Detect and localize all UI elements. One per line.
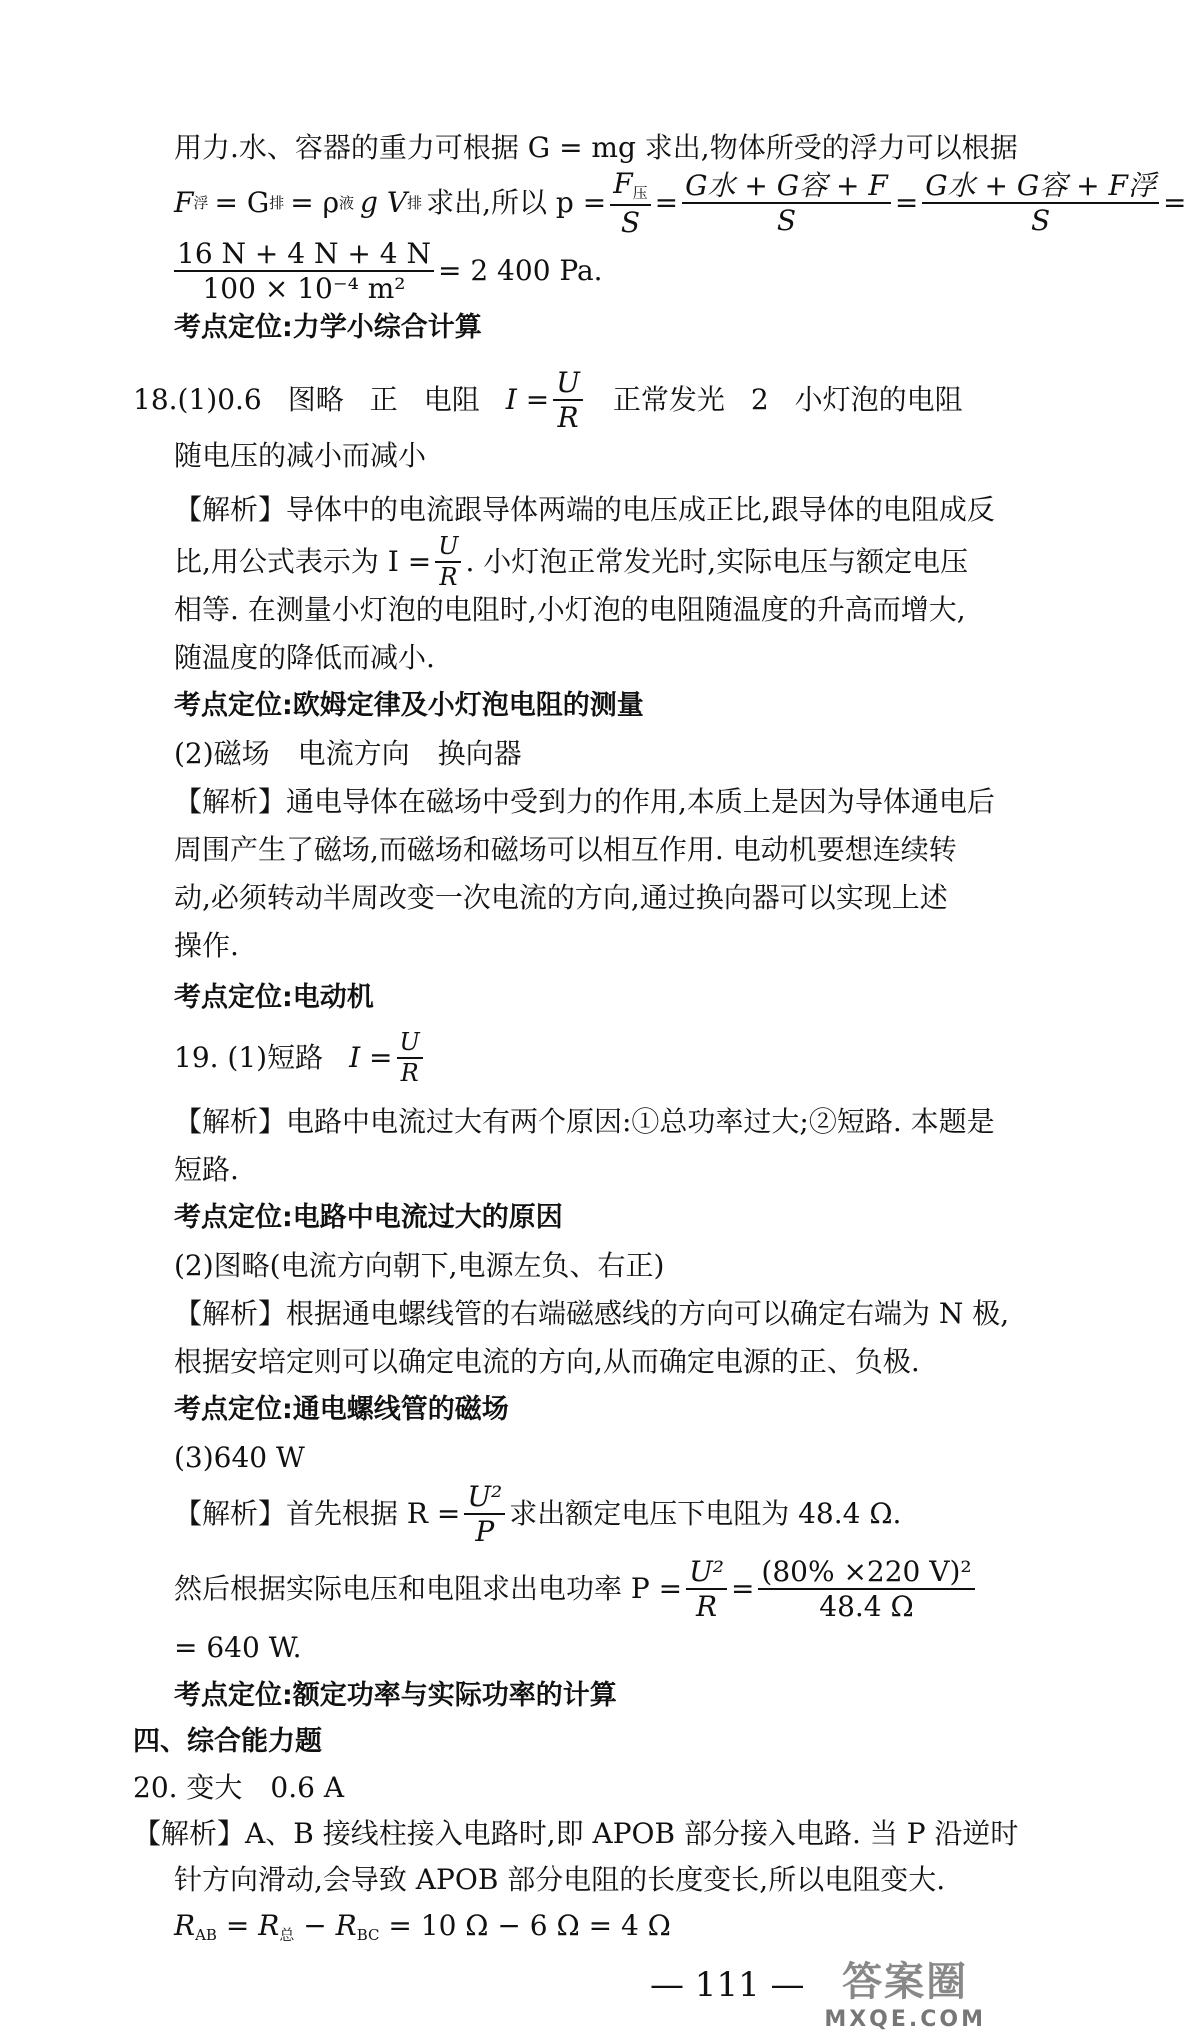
formula-tail: = 10 Ω − 6 Ω = 4 Ω (388, 1909, 671, 1942)
q18-frac-num: U (553, 368, 583, 401)
inline-frac-num: U (435, 534, 461, 563)
q18-jiexi2-line2: 周围产生了磁场,而磁场和磁场可以相互作用. 电动机要想连续转 (174, 833, 957, 866)
text-mid: 求出,所以 p = (426, 186, 607, 219)
q17-line1: 用力.水、容器的重力可根据 G = mg 求出,物体所受的浮力可以根据 (174, 131, 1018, 164)
watermark-site: MXQE.COM (824, 2007, 986, 2032)
q20-answer: 20. 变大 0.6 A (133, 1771, 345, 1804)
q18-number: 18. (133, 383, 178, 416)
q19-jiexi2-line1: 【解析】根据通电螺线管的右端磁感线的方向可以确定右端为 N 极, (174, 1297, 1010, 1330)
q18-jiexi1-line2 (174, 531, 969, 591)
kaodian-q17: 考点定位:力学小综合计算 (174, 312, 482, 343)
q18-answer-8: 小灯泡的电阻 (794, 383, 963, 416)
q19-part2: (2)图略(电流方向朝下,电源左负、右正) (174, 1249, 665, 1282)
q19-ohm-fraction (397, 1027, 423, 1087)
g-v: g V (360, 186, 408, 219)
watermark-logo: 答案圈 (842, 1959, 969, 2005)
inline-frac-den: R (439, 563, 458, 591)
q20-jiexi-line1: 【解析】A、B 接线柱接入电路时,即 APOB 部分接入电路. 当 P 沿逆时 (133, 1817, 1019, 1850)
q18-jiexi1-line1: 【解析】导体中的电流跟导体两端的电压成正比,跟导体的电阻成反 (174, 493, 995, 526)
q18-ohm-fraction (553, 365, 583, 434)
q19-ohm-lhs: I = (349, 1041, 393, 1074)
frac3-num: G水 + G容 + F浮 (922, 171, 1159, 204)
kaodian-q19-1: 考点定位:电路中电流过大的原因 (174, 1202, 563, 1233)
q19-jiexi3-a: 【解析】首先根据 R = (174, 1497, 461, 1530)
q18-answer-1: (1)0.6 (177, 383, 262, 416)
r-ab-sub: AB (195, 1926, 217, 1944)
q18-jiexi1-line4: 随温度的降低而减小. (174, 641, 435, 674)
r-ab-symbol: R (174, 1909, 196, 1942)
q19-jiexi1-line2: 短路. (174, 1153, 239, 1186)
q18-jiexi1-line2b: . 小灯泡正常发光时,实际电压与额定电压 (465, 545, 969, 578)
fraction-numeric (174, 236, 434, 305)
ohm-fraction-inline (435, 531, 461, 591)
frac2-num: G水 + G容 + F (682, 171, 891, 204)
frac1-num-sub: 压 (632, 183, 648, 202)
g-displaced: = G (214, 186, 270, 219)
q17-result-line (174, 238, 603, 304)
q18-answer-2: 图略 (287, 383, 344, 416)
q19-frac-num: U (397, 1030, 423, 1059)
f-float-symbol: F (174, 186, 194, 219)
watermark (824, 1950, 986, 2032)
q18-part1 (133, 365, 963, 434)
q19-jiexi3-b: 求出额定电压下电阻为 48.4 Ω. (509, 1497, 902, 1530)
q19-then-result: = 640 W. (174, 1631, 302, 1664)
frac3-den: S (1031, 204, 1051, 237)
q18-jiexi2-line1: 【解析】通电导体在磁场中受到力的作用,本质上是因为导体通电后 (174, 785, 995, 818)
q19-then-a: 然后根据实际电压和电阻求出电功率 P = (174, 1572, 683, 1605)
q20-formula: $R_{AB} = R_总 - R_{BC} = 10$ Ω − 6 Ω = 4 Ω (174, 1909, 671, 1944)
kaodian-q18-2: 考点定位:电动机 (174, 982, 374, 1013)
r-total-sub: 总 (279, 1926, 295, 1944)
kaodian-q19-3: 考点定位:额定功率与实际功率的计算 (174, 1680, 617, 1711)
q18-jiexi2-line3: 动,必须转动半周改变一次电流的方向,通过换向器可以实现上述 (174, 881, 948, 914)
q19-frac-den: R (400, 1059, 419, 1087)
q18-answer-7: 2 (750, 383, 769, 416)
rho-sub: 液 (339, 194, 355, 212)
resistance-frac-num: U² (464, 1482, 505, 1515)
q19-then-line (174, 1554, 979, 1623)
resistance-frac-den: P (475, 1515, 495, 1548)
frac1-den: S (620, 205, 641, 239)
q18-jiexi2-line4: 操作. (174, 929, 239, 962)
fraction-pressure (610, 166, 650, 239)
q18-part2: (2)磁场 电流方向 换向器 (174, 737, 522, 770)
q18-part1-line2: 随电压的减小而减小 (174, 439, 427, 472)
q19-part1-answer: 19. (1)短路 (174, 1041, 324, 1074)
q18-frac-den: R (557, 401, 579, 434)
power-frac2-num: (80% ×220 V)² (758, 1557, 974, 1590)
q19-part3: (3)640 W (174, 1441, 305, 1474)
power-frac1-den: R (695, 1590, 718, 1623)
kaodian-q18-1: 考点定位:欧姆定律及小灯泡电阻的测量 (174, 690, 644, 721)
v-sub: 排 (407, 194, 423, 212)
frac4-den: 100 × 10⁻⁴ m² (202, 272, 406, 305)
power-frac2-den: 48.4 Ω (819, 1590, 914, 1623)
power-frac1-num: U² (686, 1557, 727, 1590)
resistance-fraction (464, 1479, 505, 1548)
power-fraction-1 (686, 1554, 727, 1623)
f-float-sub: 浮 (193, 194, 209, 212)
q17-formula-line: F 浮 = G 排 = ρ 液 g V 排 求出,所以 p = $\frac{F_压}{S}$ = $\frac{\text{G水 + G容 + F}}{S}$ = $\frac{\text{G水 + G容 + F浮}}{S}$ = (174, 166, 1186, 239)
q18-ohm-lhs: I = (505, 383, 550, 416)
q19-jiexi1-line1: 【解析】电路中电流过大有两个原因:①总功率过大;②短路. 本题是 (174, 1105, 995, 1138)
frac2-den: S (776, 204, 797, 237)
power-fraction-2 (758, 1554, 974, 1623)
g-displaced-sub: 排 (269, 194, 285, 212)
q18-answer-6: 正常发光 (612, 383, 725, 416)
q19-jiexi2-line2: 根据安培定则可以确定电流的方向,从而确定电源的正、负极. (174, 1345, 920, 1378)
q18-answer-4: 电阻 (423, 383, 480, 416)
frac4-num: 16 N + 4 N + 4 N (174, 239, 434, 272)
kaodian-q19-2: 考点定位:通电螺线管的磁场 (174, 1394, 509, 1425)
q19-then-eq: = (730, 1572, 755, 1605)
q18-jiexi1-line2a: 比,用公式表示为 I = (174, 545, 432, 578)
r-total-symbol: R (258, 1909, 280, 1942)
pressure-result: = 2 400 Pa. (437, 254, 603, 287)
frac1-num: F (613, 166, 633, 200)
q18-answer-3: 正 (369, 383, 398, 416)
q20-jiexi-line2: 针方向滑动,会导致 APOB 部分电阻的长度变长,所以电阻变大. (174, 1863, 946, 1896)
page-number: — 111 — (650, 1965, 805, 2005)
r-bc-sub: BC (356, 1926, 380, 1944)
q19-jiexi3 (174, 1479, 902, 1548)
q19-part1 (174, 1027, 427, 1087)
r-bc-symbol: R (335, 1909, 357, 1942)
q18-jiexi1-line3: 相等. 在测量小灯泡的电阻时,小灯泡的电阻随温度的升高而增大, (174, 593, 966, 626)
fraction-weights (682, 168, 891, 237)
section-4-title: 四、综合能力题 (133, 1726, 322, 1757)
rho-eq: = ρ (290, 186, 340, 219)
fraction-weights-float (922, 168, 1159, 237)
